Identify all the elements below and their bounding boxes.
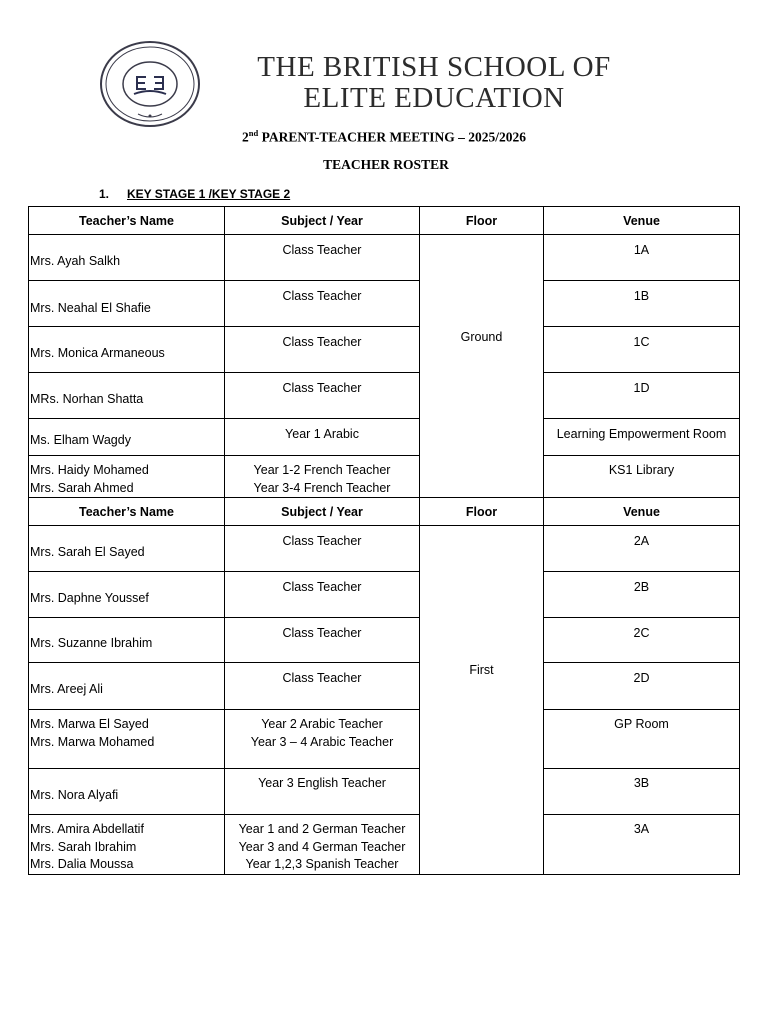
venue-name: 3A [633,822,650,836]
teacher-name-cell [29,235,225,281]
subject-year: Year 3-4 French Teacher [253,480,391,495]
subject-year: Year 3 and 4 German Teacher [238,839,406,854]
venue-name: 2B [633,580,650,594]
teacher-name: Mrs. Nora Alyafi [30,788,119,802]
subject-year: Class Teacher [282,626,362,640]
teacher-name: Mrs. Monica Armaneous [30,346,165,360]
subject-year: Year 3 English Teacher [258,776,386,790]
table-row [29,663,740,710]
subject-year: Class Teacher [282,243,362,257]
column-header-name: Teacher’s Name [29,498,225,526]
column-header-venue: Venue [544,207,740,235]
subject-cell [225,663,420,710]
subject-cell [225,327,420,373]
venue-cell [544,710,740,769]
teacher-name: Mrs. Areej Ali [30,682,103,696]
subject-cell [225,281,420,327]
venue-cell [544,235,740,281]
table-row [29,710,740,769]
venue-name: 1A [633,243,650,257]
meeting-title [0,128,768,146]
teacher-name-cell [29,572,225,618]
column-header-subject: Subject / Year [225,207,420,235]
column-header-floor: Floor [420,498,544,526]
floor-cell [420,526,544,875]
subject-cell [225,456,420,498]
subject-year: Year 2 Arabic Teacher [261,717,383,731]
teacher-name: Mrs. Marwa Mohamed [30,734,155,749]
teacher-name-cell [29,526,225,572]
venue-name: KS1 Library [608,463,675,477]
subject-year: Year 3 – 4 Arabic Teacher [250,734,394,749]
teacher-name: Mrs. Sarah El Sayed [30,545,145,559]
roster-body [29,207,740,875]
venue-name: 1B [633,289,650,303]
subject-cell [225,235,420,281]
teacher-roster-table [28,206,740,875]
venue-cell [544,419,740,456]
venue-name: 3B [633,776,650,790]
meeting-ordinal-suffix: nd [248,128,259,138]
teacher-name-cell [29,710,225,769]
column-header-floor: Floor [420,207,544,235]
school-name [214,52,654,114]
floor-label: First [469,662,494,677]
teacher-name-cell [29,769,225,815]
column-header-subject: Subject / Year [225,498,420,526]
table-row [29,815,740,875]
section-title: KEY STAGE 1 /KEY STAGE 2 [127,187,291,201]
venue-cell [544,618,740,663]
teacher-name-cell [29,663,225,710]
venue-cell [544,373,740,419]
column-header-venue: Venue [544,498,740,526]
teacher-name: Mrs. Neahal El Shafie [30,301,151,315]
school-name-line-1: THE BRITISH SCHOOL OF [257,51,611,83]
subject-year: Class Teacher [282,580,362,594]
venue-cell [544,327,740,373]
venue-name: 1C [633,335,650,349]
table-row [29,235,740,281]
school-name-line-2: ELITE EDUCATION [303,82,565,114]
subject-year: Class Teacher [282,534,362,548]
subject-cell [225,618,420,663]
teacher-name: Mrs. Suzanne Ibrahim [30,636,153,650]
subject-cell [225,815,420,875]
teacher-name: MRs. Norhan Shatta [30,392,144,406]
floor-cell [420,235,544,498]
table-row [29,419,740,456]
venue-name: GP Room [614,717,669,731]
section-heading [99,187,290,201]
subject-cell [225,373,420,419]
venue-cell [544,815,740,875]
venue-name: 2A [633,534,650,548]
teacher-name: Mrs. Sarah Ibrahim [30,839,137,854]
subject-cell [225,526,420,572]
teacher-name-cell [29,456,225,498]
table-row [29,618,740,663]
table-row [29,456,740,498]
table-row [29,327,740,373]
teacher-name: Mrs. Marwa El Sayed [30,717,149,731]
subject-cell [225,769,420,815]
school-header [98,38,658,130]
subject-year: Year 1,2,3 Spanish Teacher [245,857,399,871]
subject-year: Class Teacher [282,289,362,303]
teacher-name: Mrs. Amira Abdellatif [30,822,144,836]
teacher-name: Ms. Elham Wagdy [30,433,131,447]
teacher-name-cell [29,281,225,327]
subject-year: Year 1 Arabic [285,427,359,441]
venue-name: 2D [633,671,650,685]
venue-cell [544,281,740,327]
table-header-row [29,207,740,235]
subject-year: Year 1 and 2 German Teacher [238,822,406,836]
teacher-name: Mrs. Daphne Youssef [30,591,149,605]
table-row [29,281,740,327]
teacher-name: Mrs. Ayah Salkh [30,254,121,268]
venue-name: 1D [633,381,650,395]
roster-title: TEACHER ROSTER [323,157,449,172]
school-seal-logo [98,40,202,128]
column-header-name: Teacher’s Name [29,207,225,235]
venue-cell [544,456,740,498]
subject-year: Class Teacher [282,381,362,395]
subject-cell [225,710,420,769]
teacher-name: Mrs. Haidy Mohamed [30,463,149,477]
subject-year: Class Teacher [282,671,362,685]
table-row [29,373,740,419]
teacher-name-cell [29,618,225,663]
venue-cell [544,526,740,572]
table-row [29,572,740,618]
meeting-ordinal-number: 2 [242,129,249,145]
floor-label: Ground [460,330,503,344]
teacher-name-cell [29,815,225,875]
venue-cell [544,663,740,710]
subject-cell [225,572,420,618]
venue-name: Learning Empowerment Room [556,427,727,441]
teacher-name-cell [29,419,225,456]
subject-year: Year 1-2 French Teacher [253,463,391,477]
meeting-title-text: PARENT-TEACHER MEETING – 2025/2026 [258,129,526,145]
subject-cell [225,419,420,456]
teacher-name-cell [29,327,225,373]
table-header-row [29,498,740,526]
table-row [29,769,740,815]
venue-cell [544,572,740,618]
subject-year: Class Teacher [282,335,362,349]
teacher-name: Mrs. Dalia Moussa [30,857,134,871]
teacher-name-cell [29,373,225,419]
teacher-name: Mrs. Sarah Ahmed [30,480,134,495]
venue-name: 2C [633,626,650,640]
section-number: 1. [99,187,110,201]
venue-cell [544,769,740,815]
table-row [29,526,740,572]
